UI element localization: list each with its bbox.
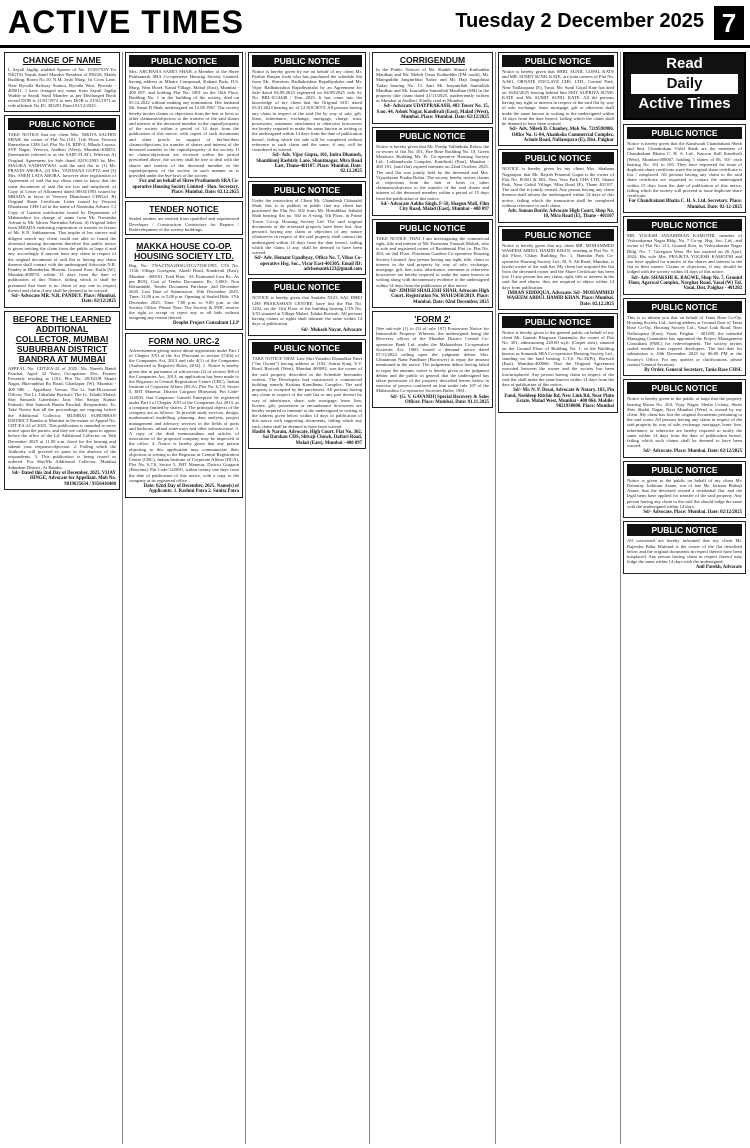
notice-title: PUBLIC NOTICE [627, 219, 742, 231]
column-divider [245, 52, 246, 1144]
column-2 [125, 52, 243, 1144]
notice-body: Notice is given to the public on behalf of my client Mr. Dattatray Jothiram Asane, son of late Mr. Jotiram Bhikaji Asane, that the deceased owned a residential flat, and the legal heirs have applied for transfer of the said property. Any person having any claim to the said flat should lodge the same with the undersigned within 14 days. [627, 477, 742, 509]
publication-date: Tuesday 2 December 2025 [455, 10, 704, 32]
notice-title: PUBLIC NOTICE [502, 152, 614, 164]
legal-notice [372, 219, 493, 308]
notice-title: MAKKA HOUSE CO-OP. HOUSING SOCIETY LTD. [134, 241, 234, 262]
notice-body: Notice is hereby given that SHRI. SUNIL GOPAL KATE and MR. SUMIT SUNIL KATE, are joint owners of Flat No. A/601, ORNATE ENCLAVE CHS. LTD., Central Park, Near Nallasopara (E), Vasai. Mr. Sunil Gopal Kate has died on 16/02/2025 leaving behind him SMT. SUPRIYA SUNIL KATE and Mr. SUMIT SUNIL KATE. All the persons having any right or interest in respect of the said flat by way of sale, exchange, lease, mortgage, gift or otherwise shall make the same known in writing to the undersigned within 14 days from the date hereof, failing which the claim shall be deemed to have been waived. [502, 69, 614, 127]
notice-body: Mrs. ARCHANA SAMIT SHAH, a Member of the Shree Prathamesh SRA Co-operative Housing Society Limited, having address at Mhatre Compound, Kokani Pada, D.S. Marg, Near Hotel, Kanal Village, Malad (East), Mumbai - 400 097, and holding Flat No. 1001 on the 10th Floor, Building No. 1 in the building of the society, died on 05.12.2022 without making any nomination. Her husband Mr. Samit B Shah, undersigned on 12.08.1967. The society hereby invites claims or objections from the heir or heirs or other claimants/objectors to the transfer of the said shares and interest of the deceased member in the capital/property of the society within a period of 14 days from the publication of this notice, with copies of such documents and other proofs in support of his/her/their claims/objections for transfer of shares and interest of the deceased member in the capital/property of the society. If no claims/objections are received within the period prescribed above, the society shall be free to deal with the shares and interest of the deceased member in the capital/property of the society in such manner as is provided under the bye-laws of the society. [129, 69, 239, 179]
column-divider [122, 52, 123, 1144]
legal-notice [4, 311, 120, 490]
legal-notice [498, 52, 618, 146]
notice-body: TAKE NOTICE that my client Mrs. NIKITA SACHIN SHAH, the owner of Flat No.1101, 11th Floor, Versova Rameshwar CHS Ltd, Plot No.10, RDP-2, Mhada Layout, SVP Nagar, Versova, Andheri (West), Mumbai-400053, (hereinafter referred to as the SAID FLAT). Whereas A) Original Agreement for Sale dated 02/01/2003 by Mrs. MALIKA SADHAYWAL sold the said flat to (1) Mr. PRAVIN ARORA, (2) Mrs. VANDANA GUPTA and (3) Mrs. SNEH LATA ARORA, however after registration of Agreement of said flat my client came to know that the some documents of said flat are lost and misplaced. a) Copy of Letter of Allotment dated 08/04/1993 issued by MHADA in favor of Versova Dhanlaxmi CHSLtd. B) Original Share Certificate Letter issued by Versova Dhanlaxmi CHS Ltd in the name of Narsimha Advani. C) Copy of Gazette notification issued by Department of Maharashtra for change of name from Mr. Narsimha Advani to Mr. Ishwar Narsimha Advani. d) Original letter from MHADA endorsing registration of transfer in favour of Mr. K.N. Subbaraman. That inspite of her sincere and diligent search my client could not able to found the aforesaid missing documents therefore this public notice is given inviting the claim from the public at large if and any, accordingly if anyone have any claim in respect of the original documents of said flat or having any claim thereon shall contact with the undersigned Advocate N.R. Pandey at Bhandarkar Bhavan, Ground floor, Kurla (W), Mumbai-400070, within 15 days from the date of publication of this Notice, failing which it shall be presumed that there is no claim of any one in respect thereof and claim if any shall be deemed to be waived. [8, 131, 116, 293]
legal-notice [125, 52, 243, 198]
notice-body: Sealed tenders are invited from qualified and experienced Developer / Construction Contractors for Repairs / Redevelopment of the society buildings. [129, 216, 239, 232]
notice-title: PUBLIC NOTICE [627, 524, 742, 536]
notice-signature: Sd/- Advocate. Place: Mumbai. Date: 02/12/2025 [643, 509, 742, 515]
notice-title: PUBLIC NOTICE [376, 222, 489, 234]
badge-line-times: Times [687, 95, 731, 112]
column-divider [369, 52, 370, 1144]
badge-line-active-times [625, 94, 744, 114]
notice-title: PUBLIC NOTICE [252, 55, 362, 67]
notice-body: MR. YOGESH JANARDHAN KAMOTHI, member of Vishwakarma Nagar Bldg. No. 7 Co-op. Hsg. Soc. Ltd., and owner of Flat No. 213, Ground floor, in Vishwakarma Nagar Bldg. No. 7, Goregaon West. He has expired on 26 April, 2024. His wife Mrs. PRAJKTA YOGESH KAMOTHI and son have applied for transfer of the shares and interest in the flat in their names. Claims or objections, if any, should be lodged with the society within 14 days of this notice. [627, 233, 742, 275]
legal-notice [248, 52, 366, 178]
legal-notice [372, 52, 493, 124]
column-1 [4, 52, 120, 1144]
notice-title: PUBLIC NOTICE [502, 316, 614, 328]
badge-line-active: Active [638, 95, 684, 112]
notice-title: PUBLIC NOTICE [627, 382, 742, 394]
notice-signature: Sd/- Dated this 2nd Day of December, 2025. VIJAY HINGE, Advocate for Appellant. Mob No. 9819635634 / 9356416400 [11, 470, 116, 487]
notice-signature: Hasibi & Narain, Advocate, High Court. Flat No. 302, Sai Darshan CHS, Shivaji Chowk, Daftari Road, Malad (East), Mumbai - 400 097 [252, 429, 362, 446]
column-6 [623, 124, 746, 1144]
notice-title: TENDER NOTICE [149, 204, 219, 215]
notice-body: Notice is hereby given that my client MR. MOHAMMED WASEEM ABDUL HAMID KHAN, residing at Flat No. 9, 4th Floor, Chhay Building No. 1, Hamdan Park Co-operative Housing Society Ltd., M. S. Ali Road, Mumbai, is lawful owner of the said flat. My client has acquired the flat from the deceased owner and the Share Certificate has been lost. If any person has any claim, right, title or interest in the said flat and shares, they are required to object within 14 days from publication. [502, 242, 614, 290]
notice-signature: For and on behalf of Shree Prathamesh SRA Co-operative Housing Society Limited - Hon. Secretary. Place: Mumbai. Date: 02.12.2025 [132, 179, 239, 196]
notice-body: [See sub-rule (1) to (3) of rule 107] Possession Notice for Immovable Property. Whereas, the undersigned being the Recovery officer of the Mumbai District Central Co-operative Bank Ltd. under the Maharashtra Co-operative Societies Act, 1960, issued a demand notice dated 07/11/2024 calling upon the judgment debtor Shri. Chintaman Nana Pandhare (Borrower) to repay the amount mentioned in the notice. The judgement debtor having failed to repay the amount, notice is hereby given to the judgment debtor and the public in general that the undersigned has taken possession of the property described herein below in exercise of powers conferred on him under rule 107 of the Maharashtra Co-operative Societies Rules, 1961. [376, 325, 489, 394]
legal-notice [623, 124, 746, 213]
notice-title: CHANGE OF NAME [22, 55, 102, 65]
legal-notice [248, 181, 366, 275]
badge-line-read: Read [666, 55, 703, 72]
notice-body: Advertisement giving notice about registration under Part I of Chapter XXI of the Act [Pursuant to section 374(b) of the Companies Act, 2013 and rule 4(1) of the Companies (Authorised to Register) Rules, 2014]. 1. Notice is hereby given that in pursuance of sub-section (2) of section 366 of the Companies Act, 2013, an application has been made to the Registrar at Central Registration Centre (CRC), Indian Institute of Corporate Affairs (IICA), Plot No. 6,7,8, Sector 5, IMT Manesar, District Gurgaon (Haryana), Pin Code-122050, that Ganpatrao Ganesh Enterprise be registered under Part I of Chapter XXI of the Companies Act 2013, as a company limited by shares. 2. The principal objects of the company are as follows: To provide study services, design, mathematical modelling, planning, data analysis, project management and advisory services in the fields of ports and harbours, inland waterways and other infrastructure. 3. A copy of the draft memorandum and articles of association of the proposed company may be inspected at the office. 4. Notice is hereby given that any person objecting to this application may communicate their objection in writing to the Registrar at Central Registration Centre (CRC), Indian Institute of Corporate Affairs (IICA), Plot No. 6,7,8, Sector 5, IMT Manesar, District Gurgaon (Haryana), Pin Code-122050, within twenty one days from the date of publication of this notice, with a copy to the company at its registered office. [129, 347, 239, 483]
notice-body: Notice is hereby given by me on behalf of my client Mr. Parthiv Ranjan Joshi who has purchased the schedule flat from Mr. Shrinivas Radhakrishna Rajadhyaksha and Mr. Vijay Radhakrishna Rajadhyaksha by an Agreement for Sale dated 04.09.2023 registered on 04/09/2025 vide Sr. No. BRL-8/14448 / Year 2025. It has come into the knowledge of my client that the Original SOC dated 03.01.2023 bearing no. of 12 SOCIETY. All persons having any claim in respect of the said flat by way of sale, gift, lease, inheritance, exchange, mortgage, charge, trust, possession, easement, attachment or otherwise howsoever are hereby required to make the same known in writing to the undersigned within 14 days from the date of publication hereof, failing which the sale will be completed without reference to such claim and the same, if any, will be considered as waived. [252, 69, 362, 153]
notice-title: PUBLIC NOTICE [376, 130, 489, 142]
notice-body: Reg. No.: TNA/(TNA)/HSG/(TC)/7358/1995. CTS No. 1136, Village Goregaon, Akurli Road, Kandivali (East), Mumbai - 400101. Total Flats - 43. Estimated Cost Rs.: As per BOQ. Cost of Tender Document: Rs. 5,000/- Non Refundable. Tender Document Purchase: 2nd December 2025. Last Date of Submission: 16th December 2025, Time: 11.00 a.m. to 5.00 p.m. Opening of Sealed Bids: 17th December 2025, Time: 7.00 p.m. to 9.00 p.m. at the Society Office. Please Note: The Society & PMC reserve the right to accept or reject any or all bids without assigning any reason thereof. [129, 263, 239, 321]
notice-title: PUBLIC NOTICE [8, 118, 116, 130]
column-4 [372, 52, 493, 1144]
notice-signature: Date: 02nd Day of December, 2025. Name(s) of Applicants: 1. Rashmi Patra 2. Sunita Patra [143, 484, 239, 495]
notice-title: PUBLIC NOTICE [627, 464, 742, 476]
notice-title: CORRIGENDUM [399, 55, 466, 65]
notice-body: In the Public Notices of Mr. Shaikh Ahmad Kutbuddin Mardhan and Mr. Mehdi Umar Kutbuddin (FM north), Mr. Maingaddin Janghirbhai Yadav and Mr. Haji Jangirbhai Yadav bearing No. 13, Anri Mr. Inayatullah Samiullah Mardhan and Mr. Inuruddin Samiullah Mardhan (SM) in the property title claim dated 21/11/2025, inadvertently written as Mumbai at Andheri. Kindly read as Mumbai. [376, 67, 489, 104]
legal-notice [623, 461, 746, 519]
notice-signature: Sd/- (G. V. GAVANDI) Special Recovery & Sales Officer. Place: Mumbai. Date: 01.11.2025 [390, 394, 489, 405]
notice-title: PUBLIC NOTICE [502, 55, 614, 67]
legal-notice [372, 127, 493, 216]
notice-title: PUBLIC NOTICE [129, 55, 239, 67]
notice-signature: Sd/- Mukesh Nayar, Advocate [301, 327, 362, 333]
legal-notice [248, 339, 366, 449]
notice-body: Notice is hereby given to the general public on behalf of my client Mr. Ganesh Bhagwan Ganamula, the owner of Flat No. 301, admeasuring 220.00 sq.ft. (Carpet area), situated on the Ground Floor of Building No. 1, in the Building known as Somnath SRA Co-operative Housing Society Ltd., standing on the land bearing C.T.S. No.33(Pt), Borivali (East), Mumbai-400066. That the Original Agreement executed between the owner and the society has been lost/misplaced. Any person having claim in respect of the said flat shall make the same known within 14 days from the date of publication of this notice. [502, 329, 614, 387]
legal-notice [125, 333, 243, 498]
notice-title: FORM NO. URC-2 [148, 335, 220, 346]
notice-signature: Sd/- Adv. SHAKSHI K. BAGWE, Shop No. 7, Ground Floor, Agarwal Complex, Navghar Road, Vasai (W) Tal. Vasai, Dist. Palghar - 401202 [628, 275, 742, 292]
notice-title: PUBLIC NOTICE [627, 301, 742, 313]
badge-line-daily: Daily [631, 74, 738, 94]
legal-notice [623, 298, 746, 376]
notice-title: PUBLIC NOTICE [252, 342, 362, 354]
notice-title: PUBLIC NOTICE [502, 229, 614, 241]
notice-body: Notice is hereby given to the public at large that the property bearing Room No. 204, Vijay Nagar, Shelar Colony, Shree Shiv Shakti Nagar, Navi Mumbai (West) is owned by my client. My client has lost the original documents pertaining to the said room. All persons having any claim in respect of the said property by way of sale, exchange, mortgage, lease, lien, inheritance or otherwise are hereby required to notify the same within 14 days from the date of publication hereof, failing which such claims shall be deemed to have been waived. [627, 396, 742, 449]
notice-signature: Sd/- Advocate MR. N.R. PANDEY. Place: Mumbai. Date: 02/12/2025 [11, 293, 116, 305]
legal-notice [125, 238, 243, 330]
notice-signature: Droplet Project Consultant LLP [172, 321, 239, 327]
legal-notice [4, 115, 120, 308]
notice-signature: IMRAN SIDDIQUA, Advocate. Sd/- MOHAMMED WASEEM ABDUL HAMID KHAN. Place: Mumbai. Date: 02.12.2025 [506, 290, 614, 307]
legal-notice [623, 216, 746, 295]
legal-notice [372, 311, 493, 408]
notice-signature: Sd/- JIMISH SHAILESH SHAH, Advocate High Court, Registration No. MAH/2458/2019. Place: Mumbai. Date: 02nd December, 2025 [389, 288, 489, 305]
legal-notice [248, 278, 366, 336]
legal-notice [623, 379, 746, 457]
legal-notice [4, 52, 120, 112]
notice-body: TAKE NOTICE THAT I am investigating the commercial right, title and interest of Mr. Pournima Vinayak Mohak, who is sole and registered owner of Residential Flat i.e. Flat No. 204, on 2nd Floor, Pournima Gardens Co-operative Housing Society Limited. Any person having any right, title, claim or interest in the said property by way of sale, exchange, mortgage, gift, lien, trust, inheritance, easement or otherwise howsoever are hereby required to make the same known in writing along with documentary evidence to the undersigned within 14 days from the publication of this notice. [376, 235, 489, 288]
newspaper-title: ACTIVE TIMES [8, 4, 245, 40]
notice-title: PUBLIC NOTICE [627, 127, 742, 139]
notice-body: I, Sayali Jagdip wadded Spouse of No. 15105753Y Ex NK(TS) Nayak Sunil Mandve Resident of 830/28, Malda Building, Room No.10, N.M. Joshi Marg, 1st Cross Lane, Near Byculla Railway Station, Byculla West, Pincode - 400011. I have changed my name from Sayali Jagdip Wadde to Sayali Sunil Mandve as per Discharged Book record DOB is 21/01/1972 to new DOB is 21/01/1971 as vide affidavit No EG 383291 Dated 01/12/2025. [8, 67, 116, 109]
notice-body: Under the instruction of Client Mr. Chandresh Chhotalal Shah, this is to publish in public that my client has purchased the Flat No. 502 from Mr. Hiteshbhai Jethalal Shah bearing flat no. 502 in A-wing, 5th Floor, in Prime Tower Co-op. Housing Society Ltd. The said original documents of the aforesaid property have been lost. Any person/s having any claim or objection of any nature whatsoever in respect of the said property shall contact the undersigned within 14 days from the date hereof, failing which the claim, if any, shall be deemed to have been waived. [252, 197, 362, 255]
notice-signature: Anil Parekh, Advocate [695, 565, 742, 571]
notice-signature: Sd/- Adv. Hemant Upadhyay, Office No. 7, Vikas Co-operative Hsg. Soc., Virar East-401305. Email ID: advhemantk123@gmail.com [254, 256, 362, 272]
page-number: 7 [714, 6, 744, 40]
notice-title: PUBLIC NOTICE [252, 281, 362, 293]
column-divider [620, 52, 621, 1144]
notice-title: 'FORM 2' [414, 313, 451, 324]
notice-title: BEFORE THE LEARNED ADDITIONAL COLLECTOR, MUMBAI SUBURBAN DISTRICT BANDRA AT MUMBAI [12, 313, 112, 364]
legal-notice [498, 226, 618, 310]
masthead [0, 0, 750, 48]
notice-signature: Sd/- Advocate UDAYPRAKASH, 403 Tower No. 15, S.no. 44, Ashok Nagar, Kandivali (East), Malad (West), Mumbai. Place: Mumbai. Date: 02/12/2025 [376, 104, 489, 121]
notice-signature: By Order, General Secretary, Tania Rose CHSL [644, 367, 742, 373]
legal-notice [498, 313, 618, 413]
notice-body: APPEAL No. CDT/EA-22 of 2025. Mr. Naresh Bandi Panchal, Aged: 32 Years, Occupation: Doc. Former Presently residing at 1102, Plot No. 28/103/B Shanti Nagar, Bhavanbhai Ro Road, Ghatkopar (W), Mumbai - 400 086 ... Appellant. Versus: The Lt. Sub-Divisional Officer; The Lt. Tahsildar Borivali; The Lt. Talathi Malad; Shri Samarth Ganeshrao Jain; Shri Sanjay Kumar Prakash; Shri Santosh Bandu Panchal; Respondents. To, Take Notice that all the proceedings are ongoing before the Additional Collector, MUMBAI SUBURBAN DISTRICT Bandra at Mumbai in the matter of Appeal No. CDT/EA-22 of 2025. This publication is intended to serve notice upon the parties, and they are called upon to appear before the office of the Ld. Additional Collector on 16th December 2025 at 11.00 a.m. fixed for the hearing and submit your response/objection. 2. Failing which the Authority will proceed ex parte in the absence of the respondents. 3. This publication is being issued as ordered. For Shri/Ms Additional Collector, Mumbai Suburban District, At Bandra. [8, 365, 116, 470]
notice-body: NOTICE is hereby given that Sunlabs NGO, SAL DHEJ CHS PRAKASHAN CENTRE, have lost the Flat No. 1202, on the 12th Floor of the building bearing CTS No. 3/53 situated at Village Malad, Taluka Borivali. All persons having claims or rights shall intimate the same within 14 days of publication. [252, 295, 362, 327]
column-5 [498, 52, 618, 1144]
column-divider [495, 52, 496, 1144]
notice-signature: Sd/- Advocate. Place: Mumbai. Date: 02/12/2025 [643, 449, 742, 455]
notice-signature: For Chandrakant Bhatia C. H. S. Ltd. Secretary. Place: Mumbai. Date: 02-12-2025 [628, 199, 742, 210]
notice-body: NOTICE is hereby given by my client Mrs. Shabana Nagarajan, that Mr. Rajesh Pranaval Gupta is the owner of Flat No. B-801 & 802, New Vera Park CHS LTD, Shanti Park, Near Gokul Village, Mira Road (E), Thane 401107. The said flat is jointly owned. Any person having any claim thereon shall inform the undersigned within 14 days of this notice, failing which the transaction shall be completed without reference to such claim. [502, 166, 614, 208]
legal-notice [623, 521, 746, 573]
notice-body: Notice is hereby given that Mr. Pradip Vallabhdas Rohra, the co-owner of flat No. 101, Fire Rose Building No. 10, Green Meadows Building Mr. Ft. Co-operative Housing Society Ltd., Lokhandwala Complex, Kandivali (East), Mumbai - 400 101, (said flat) expired intestate on 22nd October, 2025. The said flat was jointly held by the deceased and Mrs. Vijayalaxmi Pradip Rohra. The society hereby invites claims or objections from the heir or heirs or other claimants/objectors to the transfer of the said shares and interest of the deceased member within a period of 15 days from the publication of this notice. [376, 143, 489, 201]
notice-signature: Adv. Suman Burde, Advocate High Court, Shop No. 10, Mira Road (E), Thane - 401107 [507, 209, 614, 220]
notice-signature: Sd/- Adv. Nilesh D. Chaubey, Mob No. 7219590986. Office No. G-04, Akanksha Commercial Complex, Achole Road, Nallasopara (E), Dist. Palghar [509, 127, 614, 144]
legal-notice [498, 149, 618, 222]
notice-body: All concerned are hereby informed that my client Mr. Rajendra Babu Mukund is the owner of the flat described below and the original documents in respect thereof have been misplaced. Any person having claim in respect thereof may lodge the same within 14 days with the undersigned. [627, 538, 742, 565]
notice-signature: Sd/- Adv. Vijay Gupta, 101, Indra Dhanush, Shantikunj Rashtriy Lane, Shantinagar, Mira Road East, Thane-401107. Place: Mumbai. Date: 02.12.2025 [256, 153, 362, 175]
column-3 [248, 52, 366, 1144]
notice-signature: Sd/- Mr. N. P. Desai, Advocate & Notary. 103, Pin Fund, Neeldeep Ritchie Rd, New Link Rd, Near Pinto Estate, Malad West, Mumbai - 400 064. Mobile: 9821930000. Place: Mumbai [504, 388, 614, 410]
notice-signature: Sd/- Advocate Aabha Singh, F-50, Shagun Mall, Film City Road, Malad (East), Mumbai - 400 097 [380, 201, 489, 213]
read-daily-badge [623, 52, 746, 120]
notice-body: Notice is hereby given that the Kantiwadi Chandrakant Sheth and Smt. Chandrakant Virlal Sheth are the members of Chandrakant Bhatia C. H. S. Ltd., Kanwar Kall Kandivali (West), Mumbai-400067, holding 5 shares of Rs. 50/- each bearing No. 161 to 165. They have requested for issue of duplicate share certificate since the original share certificate is lost / misplaced. All persons having any claim to the said share certificate are requested to contact the undersigned within 15 days from the date of publication of this notice, failing which the society will proceed to issue duplicate share certificate. [627, 141, 742, 199]
notice-title: PUBLIC NOTICE [252, 184, 362, 196]
notice-body: This is to inform you that on behalf of Tania Rose Co-Op. Housing Society Ltd., having address at Ground floor of Tania Rose Co-Op. Housing Society Ltd., Vasai Link Road, Near Nallasopara (East), Vasai, Palghar - 401209, the intended Managing Committee has appointed the Project Management Consultant (PMC) for redevelopment. The society invites sealed tenders from reputed developers. The last date for submission is 10th December 2025 by 06:00 PM at the Society's Office. For any queries or clarifications, please contact General Secretary. [627, 314, 742, 367]
legal-notice [125, 201, 243, 235]
notice-body: TAKE NOTICE THAT Late Shri Vasudeo Khanolkar Patel ("the Owner") having address at 1102, Amrut Kunj, S.V. Road, Borivali (West), Mumbai 400092, was the owner of the said property described in the Schedule hereunder written. The Developers had constructed a commercial building namely Krishna Kamdhenu Complex. The said property is occupied by the purchasers. All persons having any claim in respect of the said flat or any part thereof by way of inheritance, share, sale, mortgage, lease, lien, license, gift, possession or encumbrance howsoever are hereby required to intimate to the undersigned in writing at the address given below within 14 days of publication of this notice with supporting documents, failing which any such claim shall be deemed to have been waived. [252, 355, 362, 429]
